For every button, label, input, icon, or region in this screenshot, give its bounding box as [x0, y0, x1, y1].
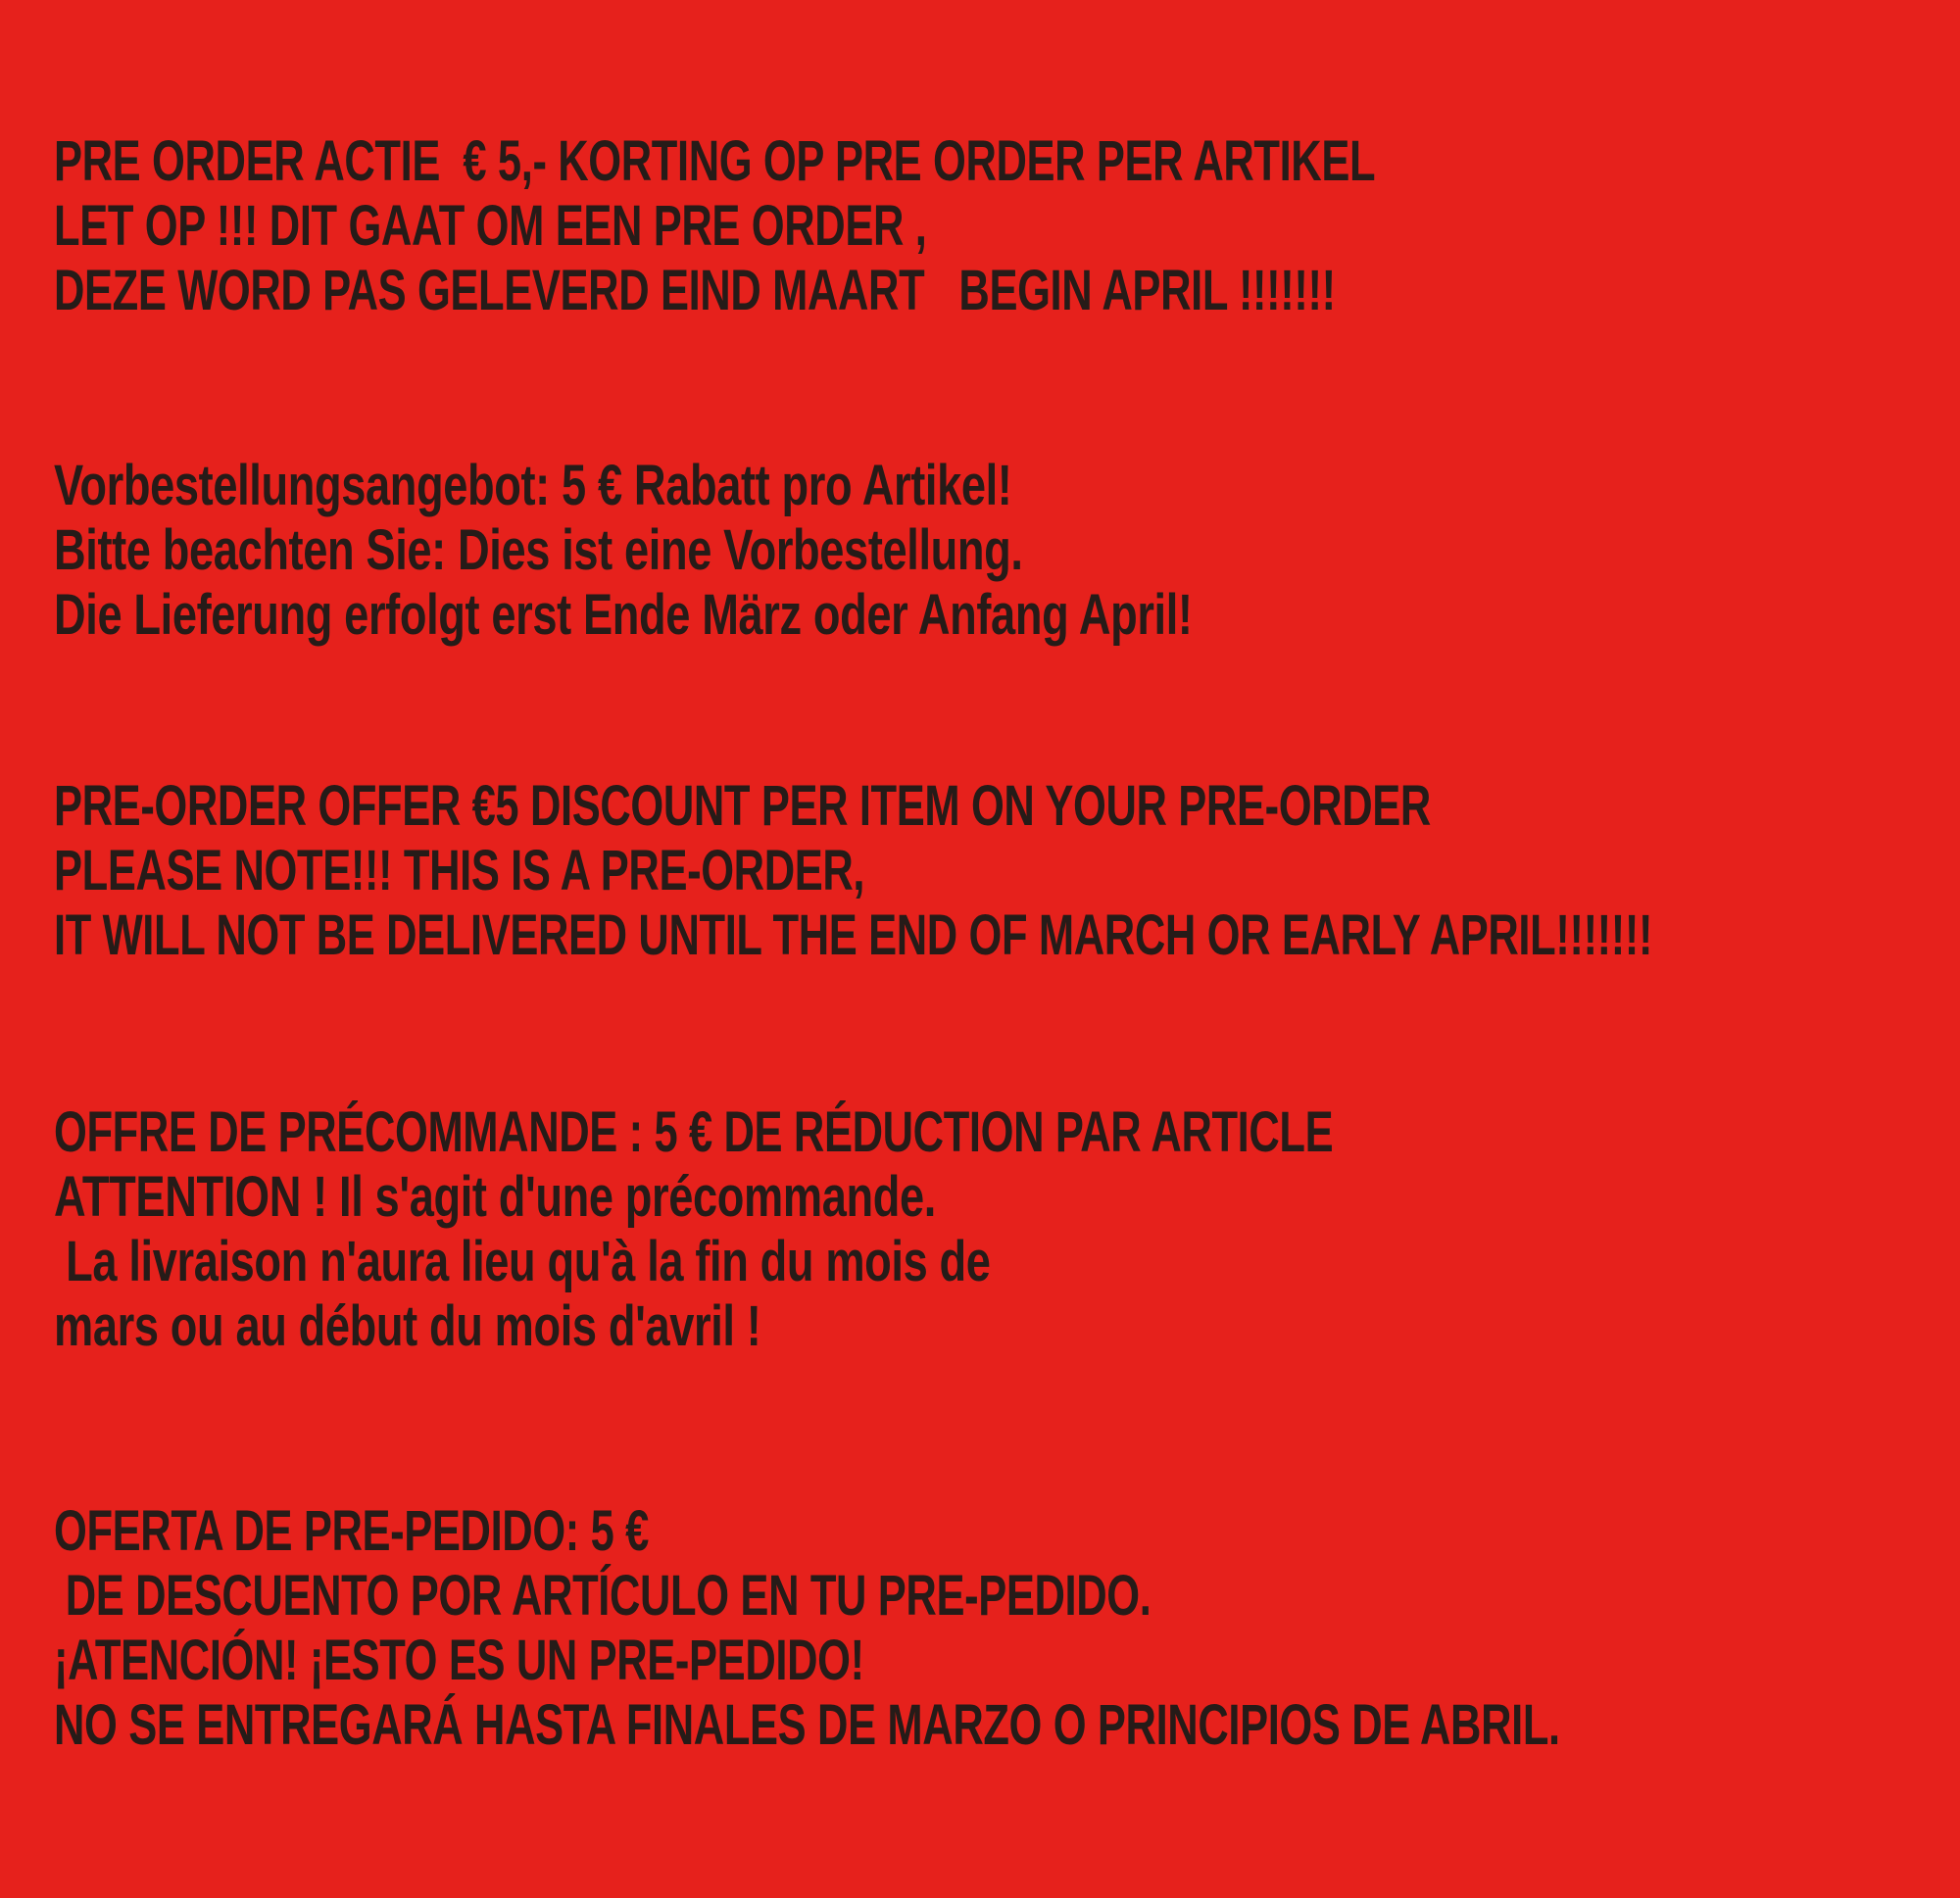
notice-english — [54, 774, 1940, 968]
notice-spanish — [54, 1499, 1940, 1758]
notice-dutch — [54, 129, 1940, 323]
notice-line: PLEASE NOTE!!! THIS IS A PRE-ORDER, — [54, 839, 865, 902]
notice-french — [54, 1100, 1940, 1359]
notice-line: ¡ATENCIÓN! ¡ESTO ES UN PRE-PEDIDO! — [54, 1629, 864, 1692]
notice-line: PRE-ORDER OFFER €5 DISCOUNT PER ITEM ON YOUR PRE-ORDER — [54, 774, 1431, 838]
notice-line: Die Lieferung erfolgt erst Ende März oder Anfang April! — [54, 583, 1193, 647]
notice-line: LET OP !!! DIT GAAT OM EEN PRE ORDER , — [54, 194, 927, 258]
notice-line: IT WILL NOT BE DELIVERED UNTIL THE END OF MARCH OR EARLY APRIL!!!!!!! — [54, 903, 1653, 967]
notice-line: PRE ORDER ACTIE € 5,- KORTING OP PRE ORDER PER ARTIKEL — [54, 129, 1376, 193]
notice-line: ATTENTION ! Il s'agit d'une précommande. — [54, 1165, 936, 1229]
notice-line: OFERTA DE PRE-PEDIDO: 5 € — [54, 1499, 649, 1563]
notice-line: mars ou au début du mois d'avril ! — [54, 1294, 761, 1358]
notice-line: Vorbestellungsangebot: 5 € Rabatt pro Artikel! — [54, 454, 1012, 517]
notice-line: NO SE ENTREGARÁ HASTA FINALES DE MARZO O PRINCIPIOS DE ABRIL. — [54, 1693, 1560, 1757]
notice-line: DE DESCUENTO POR ARTÍCULO EN TU PRE-PEDIDO. — [54, 1564, 1152, 1628]
notice-line: Bitte beachten Sie: Dies ist eine Vorbestellung. — [54, 518, 1023, 582]
notice-line: DEZE WORD PAS GELEVERD EIND MAART BEGIN APRIL !!!!!!! — [54, 259, 1336, 322]
notice-line: La livraison n'aura lieu qu'à la fin du mois de — [54, 1230, 991, 1293]
notice-line: OFFRE DE PRÉCOMMANDE : 5 € DE RÉDUCTION PAR ARTICLE — [54, 1100, 1334, 1164]
notice-german — [54, 454, 1940, 648]
